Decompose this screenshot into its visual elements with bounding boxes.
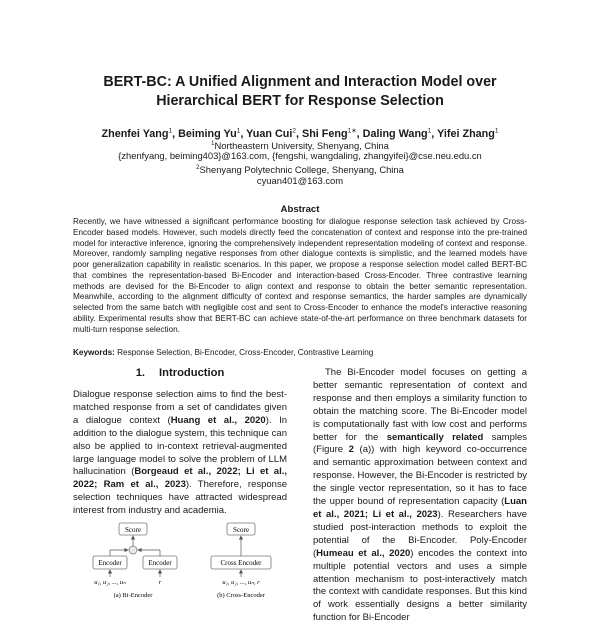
citation[interactable]: Borgeaud et al., 2022; Li et al., 2022; Ram et al., 2023 xyxy=(73,466,287,491)
affiliation-2: $^2$Shenyang Polytechnic College, Shenyang, China xyxy=(196,164,404,176)
keywords xyxy=(73,348,527,357)
author: Yuan Cui$^2$, xyxy=(246,127,302,140)
abstract-heading: Abstract xyxy=(280,204,320,215)
svg-text:Cross Encoder: Cross Encoder xyxy=(220,559,262,567)
citation[interactable]: Humeau et al., 2020 xyxy=(316,547,411,559)
paper-title-line-1: BERT-BC: A Unified Alignment and Interaction Model over xyxy=(103,74,497,90)
svg-text:Encoder: Encoder xyxy=(98,559,122,567)
emphasis: semantically related xyxy=(386,431,484,443)
cross-encoder-diagram xyxy=(211,523,271,599)
author: Daling Wang$^1$, xyxy=(362,127,438,140)
keywords-label: Keywords: xyxy=(73,348,115,357)
intro-right-paragraph: The Bi-Encoder model focuses on getting a better semantic representation of context and response and then employs a similarity function to obtain the matching score. The Bi-Encoder model is computationally fast with low cost and performs better for the semantically related samples (Figure 2 (a)) with high keyword co-occurrence and semantic approximation between context and response. However, the Bi-Encoder is restricted by the single vector representation, so it has to face the upper bound of representation capacity (Luan et al., 2021; Li et al., 2023). Researchers have studied post-interaction methods to exploit the potential of the Bi-Encoder. Poly-Encoder (Humeau et al., 2020) encodes the context into multiple potential vectors and uses a simple attention mechanism to post-interactively match the context with candidate responses. But this kind of work essentially designs a better similarity function for Bi-Encoder xyxy=(313,367,528,624)
svg-text:r: r xyxy=(158,579,162,586)
svg-text:Encoder: Encoder xyxy=(148,559,172,567)
svg-text:u₁, u₂, ..., uₙ, r: u₁, u₂, ..., uₙ, r xyxy=(222,579,260,586)
svg-text:(a) Bi-Encoder: (a) Bi-Encoder xyxy=(113,592,153,599)
citation[interactable]: Huang et al., 2020 xyxy=(170,414,266,426)
author: Zhenfei Yang$^1$, xyxy=(101,127,179,140)
affiliation-2-email: cyuan401@163.com xyxy=(256,175,344,186)
svg-text:Score: Score xyxy=(125,526,141,534)
keywords-list: Response Selection, Bi-Encoder, Cross-Encoder, Contrastive Learning xyxy=(117,348,374,357)
author: Shi Feng$^{1∗}$, xyxy=(302,127,363,140)
affiliation-1: $^1$Northeastern University, Shenyang, China xyxy=(211,140,389,152)
intro-left-paragraph: Dialogue response selection aims to find the best-matched response from a set of candidates given a dialogue context (Huang et al., 2020). In addition to the dialogue system, this technique can also be applied to in-context retrieval-augmented large language model to solve the problem of LLM hallucination (Borgeaud et al., 2022; Li et al., 2022; Ram et al., 2023). Therefore, response selection techniques have attracted widespread interest from industry and academia. xyxy=(73,389,287,517)
section-heading-introduction: 1. Introduction xyxy=(135,367,225,379)
figure-encoder-architectures xyxy=(73,519,287,605)
svg-text:(b) Cross-Encoder: (b) Cross-Encoder xyxy=(217,592,265,599)
svg-text:Score: Score xyxy=(233,526,249,534)
affiliation-1-emails: {zhenfyang, beiming403}@163.com, {fengshi, wangdaling, zhangyifei}@cse.neu.edu.cn xyxy=(118,150,482,161)
author: Yifei Zhang$^1$ xyxy=(437,127,499,140)
figure-reference[interactable]: 2 xyxy=(348,444,354,456)
bi-encoder-diagram xyxy=(93,523,177,599)
similarity-node xyxy=(129,546,137,554)
author: Beiming Yu$^1$, xyxy=(178,127,247,140)
abstract-body: Recently, we have witnessed a significant performance boosting for dialogue response selection task achieved by Cross-Encoder based models. However, such models directly feed the concatenation of context and response into the pre-trained model for interactive inference, ignoring the comprehensively independent representation modeling of context and response. Moreover, randomly sampling negative responses from other dialogue contexts is simplistic, and the learned models have poor generalization capability in realistic scenarios. In this paper, we propose a response selection model called BERT-BC that combines the representation-based Bi-Encoder and interaction-based Cross-Encoder. Three contrastive learning methods are devised for the Bi-Encoder to align context and response to obtain the better semantic representation. Meanwhile, according to the alignment difficulty of context and response semantics, the harder samples are dynamically selected from the same batch with negligible cost and sent to Cross-Encoder to enhance the model's interactive reasoning ability. Experimental results show that BERT-BC can achieve state-of-the-art performance on three benchmark datasets for multi-turn response selection. xyxy=(73,217,527,334)
svg-text:u₁, u₂, ..., uₙ: u₁, u₂, ..., uₙ xyxy=(94,579,126,586)
paper-title-line-2: Hierarchical BERT for Response Selection xyxy=(156,93,444,109)
citation[interactable]: Luan et al., 2021; Li et al., 2023 xyxy=(313,496,527,520)
